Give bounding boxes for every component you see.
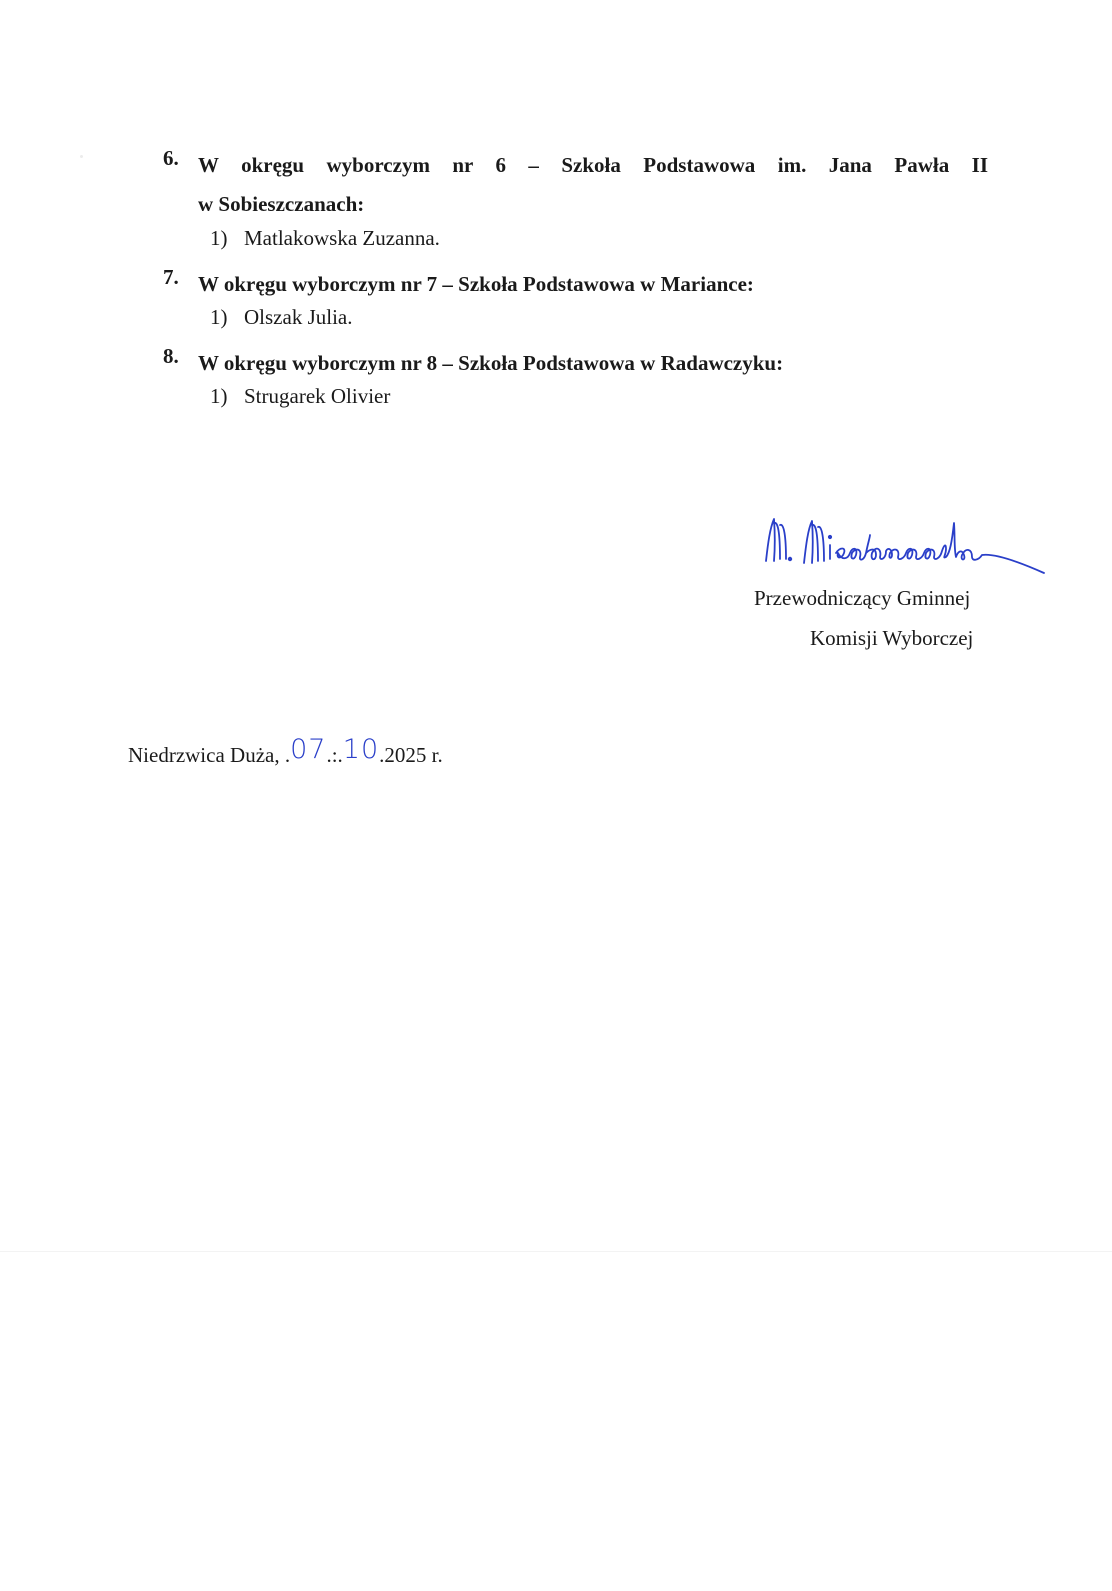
member-item — [210, 384, 390, 409]
member-name: Strugarek Olivier — [244, 384, 391, 408]
date-field: .07.:.10.2025 r. — [284, 734, 443, 767]
handwritten-signature — [756, 503, 1056, 588]
district-8 — [163, 344, 993, 383]
member-item — [210, 226, 440, 251]
member-marker: 1) — [210, 305, 228, 329]
district-6 — [163, 146, 993, 224]
signature-title-line1: Przewodniczący Gminnej — [754, 586, 971, 610]
place-name: Niedrzwica Duża, — [128, 743, 280, 767]
member-name: Matlakowska Zuzanna. — [244, 226, 440, 250]
date-month: 10 — [342, 734, 380, 765]
district-heading-line1: W okręgu wyborczym nr 6 – Szkoła Podstawowa im. Jana Pawła II — [198, 153, 988, 177]
district-number: 7. — [163, 265, 179, 289]
member-name: Olszak Julia. — [244, 305, 353, 329]
member-item — [210, 305, 352, 330]
place-date — [128, 734, 443, 769]
scan-speck — [80, 155, 83, 158]
district-heading — [198, 146, 988, 224]
scan-artifact-line — [0, 1251, 1112, 1252]
date-year: 2025 r. — [384, 743, 443, 767]
signature-title-line2: Komisji Wyborczej — [810, 626, 974, 650]
date-day: 07 — [290, 734, 327, 765]
district-number: 6. — [163, 146, 179, 170]
district-heading: W okręgu wyborczym nr 7 – Szkoła Podstawowa w Mariance: — [198, 272, 754, 296]
member-marker: 1) — [210, 384, 228, 408]
district-heading: W okręgu wyborczym nr 8 – Szkoła Podstawowa w Radawczyku: — [198, 351, 784, 375]
district-7 — [163, 265, 993, 304]
member-marker: 1) — [210, 226, 228, 250]
district-number: 8. — [163, 344, 179, 368]
district-heading-line2: w Sobieszczanach: — [198, 192, 365, 216]
